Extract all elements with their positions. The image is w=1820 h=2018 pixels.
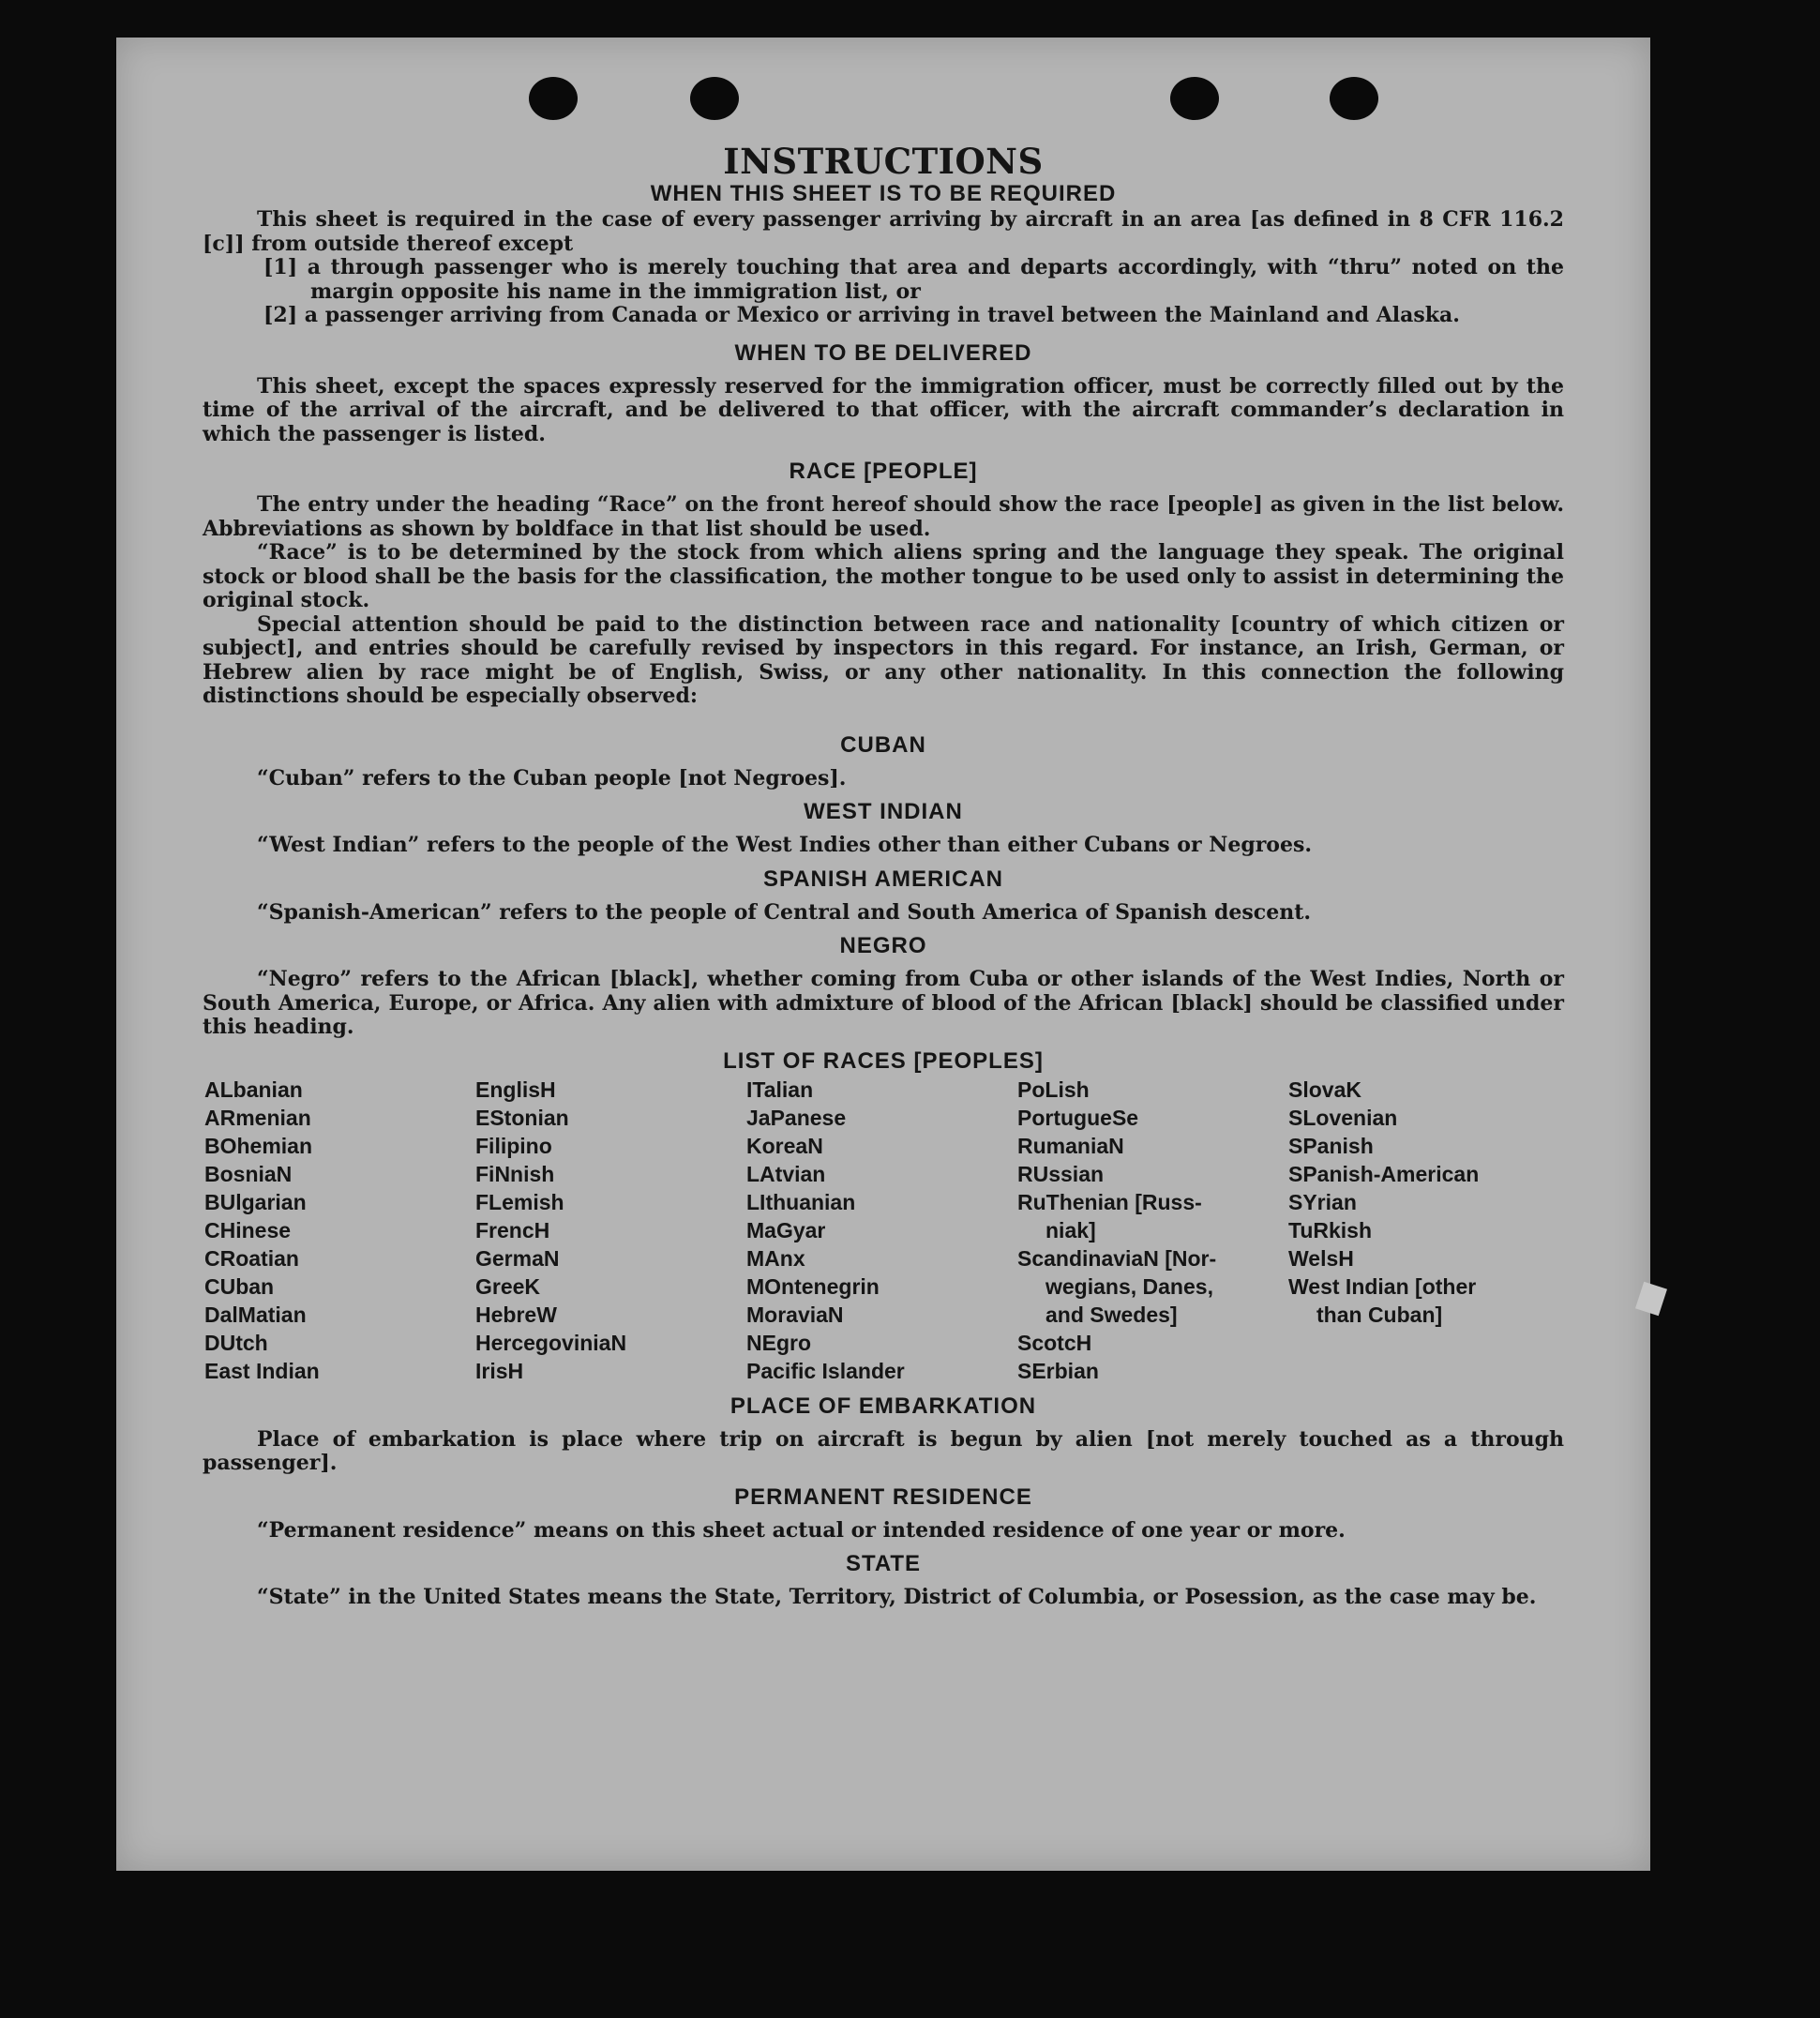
punch-hole [1330, 77, 1378, 120]
race-entry: RuThenian [Russ- [1017, 1189, 1202, 1214]
race-entry: MaGyar [746, 1217, 826, 1242]
residence-text: “Permanent residence” means on this sheet actual or intended residence of one year or more. [257, 1517, 1346, 1543]
race-entry: SlovaK [1288, 1077, 1361, 1102]
heading-spanish-american: SPANISH AMERICAN [762, 866, 1003, 892]
race-entry: BosniaN [204, 1161, 293, 1186]
form-sheet [116, 38, 1650, 1871]
races-column [204, 1076, 475, 1385]
exception-item-2: [2] a passenger arriving from Canada or Mexico or arriving in travel between the Mainland and Alaska. [263, 303, 1460, 327]
race-entry: niak] [1045, 1217, 1096, 1242]
race-entry: FrencH [475, 1217, 550, 1242]
heading-cuban: CUBAN [840, 731, 926, 758]
race-entry: SYrian [1288, 1189, 1357, 1214]
race-entry: Filipino [475, 1133, 552, 1158]
heading-state: STATE [845, 1551, 922, 1576]
punch-hole [1170, 77, 1219, 120]
heading-when-required: WHEN THIS SHEET IS TO BE REQUIRED [650, 181, 1117, 206]
race-entry: GermaN [475, 1245, 560, 1271]
race-entry: ALbanian [204, 1077, 303, 1102]
race-entry: EStonian [475, 1105, 569, 1130]
race-entry: SLovenian [1288, 1105, 1398, 1130]
heading-west-indian: WEST INDIAN [804, 799, 963, 824]
race-entry: PoLish [1017, 1077, 1090, 1102]
punch-hole [529, 77, 578, 120]
race-entry: HercegoviniaN [475, 1330, 627, 1355]
race-entry: MAnx [746, 1245, 805, 1271]
race-entry: LIthuanian [746, 1189, 856, 1214]
exception-item-1: [1] a through passenger who is merely touching that area and departs accordingly, with “thru” noted on the margin opposite his name in the immigration list, or [263, 255, 1564, 304]
race-entry: SErbian [1017, 1358, 1099, 1383]
races-column [1017, 1076, 1288, 1385]
races-list [204, 1076, 1564, 1385]
races-column [746, 1076, 1017, 1385]
race-entry: EnglisH [475, 1077, 556, 1102]
instructions-content [203, 143, 1564, 1610]
west-indian-text: “West Indian” refers to the people of the West Indies other than either Cubans or Negroes. [257, 833, 1313, 857]
race-entry: ScotcH [1017, 1330, 1092, 1355]
when-required-intro: This sheet is required in the case of every passenger arriving by aircraft in an area [as defined in 8 CFR 116.2 [c]] from outside thereof except [203, 207, 1564, 256]
document-title: INSTRUCTIONS [723, 141, 1044, 182]
race-paragraph-2: “Race” is to be determined by the stock from which aliens spring and the language they speak. The original stock or blood shall be the basis for the classification, the mother tongue to be used only to assist in determining the original stock. [203, 540, 1564, 612]
race-entry: ARmenian [204, 1105, 311, 1130]
race-entry: SPanish [1288, 1133, 1374, 1158]
embarkation-text: Place of embarkation is place where trip on aircraft is begun by alien [not merely touched as a through passenger]. [203, 1426, 1564, 1475]
race-entry: than Cuban] [1316, 1302, 1443, 1327]
race-entry: East Indian [204, 1358, 320, 1383]
race-entry: TuRkish [1288, 1217, 1373, 1242]
race-entry: CUban [204, 1273, 275, 1299]
race-entry: Pacific Islander [746, 1358, 905, 1383]
race-entry: IrisH [475, 1358, 524, 1383]
heading-list-of-races: LIST OF RACES [PEOPLES] [723, 1047, 1044, 1074]
race-entry: HebreW [475, 1302, 557, 1327]
race-entry: ITalian [746, 1077, 814, 1102]
race-entry: SPanish-American [1288, 1161, 1480, 1186]
race-entry: JaPanese [746, 1105, 847, 1130]
race-entry: DalMatian [204, 1302, 307, 1327]
race-entry: PortugueSe [1017, 1105, 1139, 1130]
race-entry: West Indian [other [1288, 1273, 1477, 1299]
when-delivered-text: This sheet, except the spaces expressly reserved for the immigration officer, must be correctly filled out by the time of the arrival of the aircraft, and be delivered to that officer, with the aircraft commander’s declaration in which the passenger is listed. [203, 373, 1564, 446]
spanish-american-text: “Spanish-American” refers to the people of Central and South America of Spanish descent. [257, 899, 1312, 925]
race-entry: KoreaN [746, 1133, 823, 1158]
races-column [475, 1076, 746, 1385]
negro-text: “Negro” refers to the African [black], whether coming from Cuba or other islands of the West Indies, North or South America, Europe, or Africa. Any alien with admixture of blood of the African [black] should be classified under this heading. [203, 967, 1564, 1039]
cuban-text: “Cuban” refers to the Cuban people [not Negroes]. [257, 765, 847, 791]
race-entry: BUlgarian [204, 1189, 307, 1214]
heading-negro: NEGRO [839, 933, 927, 958]
race-entry: LAtvian [746, 1161, 826, 1186]
race-entry: DUtch [204, 1330, 268, 1355]
race-entry: WelsH [1288, 1245, 1354, 1271]
race-entry: FLemish [475, 1189, 564, 1214]
race-entry: wegians, Danes, [1045, 1273, 1213, 1299]
race-entry: CHinese [204, 1217, 292, 1242]
race-entry: RumaniaN [1017, 1133, 1124, 1158]
races-column [1288, 1076, 1566, 1385]
race-entry: ScandinaviaN [Nor- [1017, 1245, 1217, 1271]
heading-when-delivered: WHEN TO BE DELIVERED [734, 339, 1032, 366]
race-entry: MoraviaN [746, 1302, 844, 1327]
race-entry: FiNnish [475, 1161, 555, 1186]
heading-race: RACE [PEOPLE] [789, 459, 978, 484]
race-entry: MOntenegrin [746, 1273, 880, 1299]
race-entry: CRoatian [204, 1245, 299, 1271]
race-paragraph-3: Special attention should be paid to the distinction between race and nationality [country of which citizen or subject], and entries should be carefully revised by inspectors in this regard. For instance, an Irish, German, or Hebrew alien by race might be of English, Swiss, or any other nationality. In this connection the following distinctions should be especially observed: [203, 611, 1564, 708]
paper-tab [1635, 1282, 1667, 1317]
race-entry: BOhemian [204, 1133, 313, 1158]
state-text: “State” in the United States means the State, Territory, District of Columbia, or Posession, as the case may be. [257, 1585, 1537, 1609]
race-entry: NEgro [746, 1330, 811, 1355]
heading-embarkation: PLACE OF EMBARKATION [730, 1393, 1037, 1419]
race-entry: GreeK [475, 1273, 541, 1299]
race-entry: RUssian [1017, 1161, 1105, 1186]
punch-hole [690, 77, 739, 120]
race-paragraph-1: The entry under the heading “Race” on the front hereof should show the race [people] as given in the list below. Abbreviations as shown by boldface in that list should be used. [203, 492, 1564, 541]
heading-permanent-residence: PERMANENT RESIDENCE [734, 1483, 1032, 1510]
race-entry: and Swedes] [1045, 1302, 1178, 1327]
